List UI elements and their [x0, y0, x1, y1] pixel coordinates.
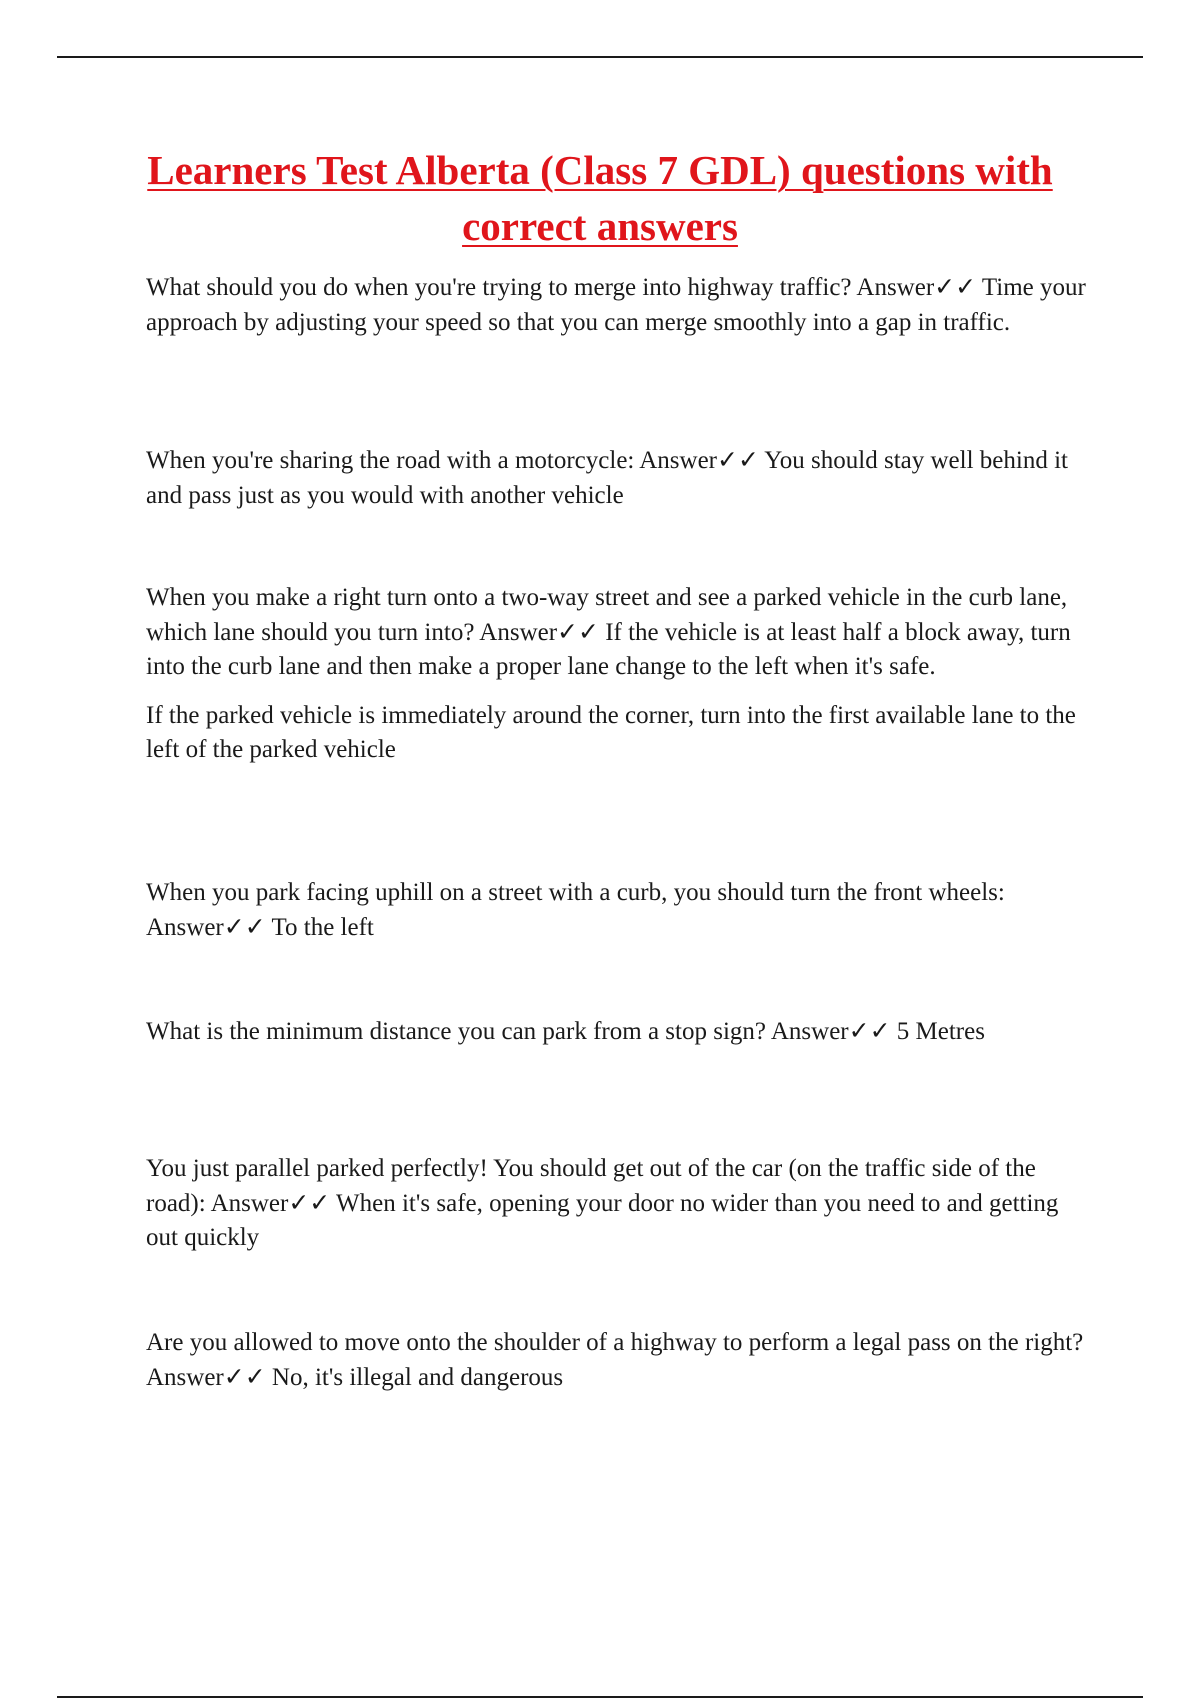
answer-text: You should stay well behind it and pass just as you would with another vehicle — [146, 447, 1068, 509]
qa-item-motorcycle — [146, 444, 1092, 513]
qa-item-stop-sign — [146, 1015, 1092, 1050]
qa-paragraph — [146, 581, 1092, 685]
question-text: What is the minimum distance you can park from a stop sign? — [146, 1018, 766, 1045]
answer-marker: Answer✓✓ — [639, 447, 759, 474]
qa-paragraph — [146, 1326, 1092, 1395]
answer-marker: Answer✓✓ — [210, 1189, 331, 1217]
question-text: What should you do when you're trying to merge into highway traffic? — [146, 274, 852, 301]
answer-text: To the left — [271, 913, 374, 941]
answer-continuation: If the parked vehicle is immediately around the corner, turn into the first available lane to the left of the parked vehicle — [146, 701, 1076, 763]
answer-text: No, it's illegal and dangerous — [271, 1363, 564, 1391]
qa-paragraph — [146, 876, 1092, 945]
question-text: When you're sharing the road with a motorcycle: — [146, 447, 635, 474]
qa-item-uphill-parking — [146, 876, 1092, 945]
question-text: Are you allowed to move onto the shoulder of a highway to perform a legal pass on the right? — [146, 1329, 1084, 1356]
qa-item-shoulder-pass — [146, 1326, 1092, 1395]
qa-paragraph — [146, 444, 1092, 513]
qa-item-right-turn — [146, 581, 1092, 768]
answer-marker: Answer✓✓ — [146, 1363, 266, 1391]
answer-marker: Answer✓✓ — [856, 274, 977, 301]
qa-paragraph — [146, 1015, 1092, 1050]
footer-rule — [57, 1696, 1143, 1698]
answer-marker: Answer✓✓ — [479, 618, 599, 646]
answer-text: When it's safe, opening your door no wider than you need to and getting out quickly — [146, 1189, 1059, 1251]
header-rule — [57, 56, 1143, 58]
qa-paragraph — [146, 271, 1092, 340]
answer-text: If the vehicle is at least half a block away, turn into the curb lane and then make a proper lane change to the left when it's safe. — [146, 618, 1071, 680]
answer-marker: Answer✓✓ — [770, 1018, 891, 1045]
question-text: When you park facing uphill on a street with a curb, you should turn the front wheels: — [146, 879, 1005, 906]
answer-text: 5 Metres — [896, 1018, 985, 1045]
question-text: When you make a right turn onto a two-way street and see a parked vehicle in the curb lane, which lane should you turn into? — [146, 584, 1068, 646]
answer-marker: Answer✓✓ — [146, 913, 266, 941]
answer-text: Time your approach by adjusting your speed so that you can merge smoothly into a gap in traffic. — [146, 274, 1086, 336]
document-title: Learners Test Alberta (Class 7 GDL) questions with correct answers — [147, 147, 1053, 249]
qa-paragraph — [146, 1152, 1092, 1256]
question-text: You just parallel parked perfectly! You should get out of the car (on the traffic side of the road): — [146, 1155, 1036, 1217]
qa-item-parallel-parking — [146, 1152, 1092, 1256]
qa-item-merge — [146, 271, 1092, 340]
